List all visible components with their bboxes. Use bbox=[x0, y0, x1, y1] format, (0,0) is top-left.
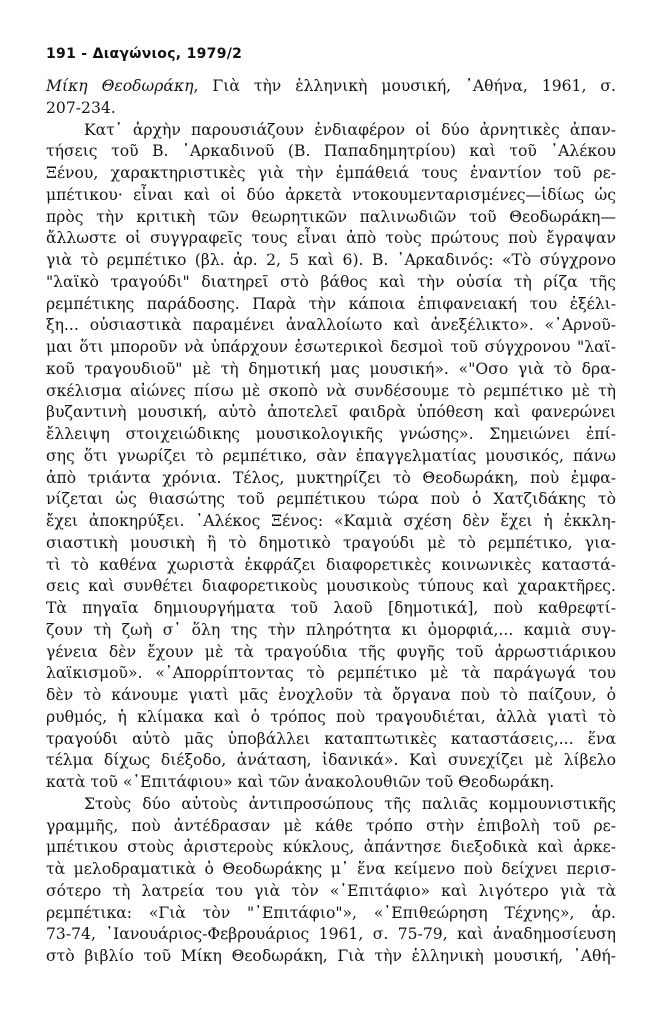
text-line: Μίκη Θεοδωράκη, Γιὰ τὴν ἑλληνικὴ μουσική, ᾿Αθήνα, 1961, σ. bbox=[46, 77, 616, 95]
text-line: κοῦ τραγουδιοῦ" μὲ τὴ δημοτική μας μουσική». «"Οσο γιὰ τὸ δρα- bbox=[46, 359, 616, 378]
text-line: σιαστικὴ μουσικὴ ἢ τὸ δημοτικὸ τραγούδι μὲ τὸ ρεμπέτικο, για- bbox=[46, 533, 616, 552]
text-line: ἄλλωστε οἱ συγγραφεῖς τους εἶναι ἀπὸ τοὺς πρώτους ποὺ ἔγραψαν bbox=[46, 229, 616, 248]
text-line: στὸ βιβλίο τοῦ Μίκη Θεοδωράκη, Γιὰ τὴν ἑλληνικὴ μουσική, ᾿Αθή- bbox=[46, 947, 616, 965]
text-line: μαι ὅτι μποροῦν νὰ ὑπάρχουν ἐσωτερικοὶ δεσμοὶ τοῦ σύγχρονου "λαϊ- bbox=[46, 338, 616, 356]
text-line: σης ὅτι γνωρίζει τὸ ρεμπέτικο, σὰν ἐπαγγελματίας μουσικός, πάνω bbox=[46, 446, 616, 465]
text-line: ρεμπέτικα: «Γιὰ τὸν "᾿Επιτάφιο"», «᾿Επιθεώρηση Τέχνης», ἀρ. bbox=[46, 903, 616, 922]
text-line: πρὸς τὴν κριτικὴ τῶν θεωρητικῶν παλινωδιῶν τοῦ Θεοδωράκη— bbox=[46, 207, 616, 226]
text-line: ζουν τὴ ζωὴ σ᾿ ὅλη της τὴν πληρότητα κι ὀμορφιά,... καμιὰ συγ- bbox=[46, 620, 616, 639]
text-line: ἀπὸ τριάντα χρόνια. Τέλος, μυκτηρίζει τὸ Θεοδωράκη, ποὺ ἐμφα- bbox=[46, 468, 616, 487]
citation-paragraph bbox=[46, 76, 616, 120]
text-line: 207-234. bbox=[46, 98, 116, 117]
text-line: ἔχει ἀποκηρύξει. ᾿Αλέκος Ξένος: «Καμιὰ σχέση δὲν ἔχει ἡ ἐκκλη- bbox=[46, 512, 616, 530]
running-head: 191 - Διαγώνιος, 1979/2 bbox=[46, 46, 243, 62]
text-line: νίζεται ὡς θιασώτης τοῦ ρεμπέτικου τώρα ποὺ ὁ Χατζιδάκης τὸ bbox=[46, 490, 616, 509]
text-line: σκέλισμα αἰώνες πίσω μὲ σκοπὸ νὰ συνδέσουμε τὸ ρεμπέτικο μὲ τὴ bbox=[46, 381, 616, 400]
text-line: τέλμα δίχως διέξοδο, ἀνάταση, ἰδανικά». Καὶ συνεχίζει μὲ λίβελο bbox=[46, 751, 616, 770]
text-line: βυζαντινὴ μουσική, αὐτὸ ἀποτελεῖ φαιδρὰ ὑπόθεση καὶ φανερώνει bbox=[46, 403, 616, 422]
text-line: τραγούδι αὐτὸ μᾶς ὑποβάλλει καταπτωτικὲς καταστάσεις,... ἕνα bbox=[46, 729, 616, 748]
text-line: τὰ μελοδραματικὰ ὁ Θεοδωράκης μ᾿ ἕνα κείμενο ποὺ δείχνει περισ- bbox=[46, 860, 616, 878]
text-line: τήσεις τοῦ Β. ᾿Αρκαδινοῦ (Β. Παπαδημητρίου) καὶ τοῦ ᾿Αλέκου bbox=[46, 142, 616, 161]
paragraph-theodorakis-reply bbox=[46, 794, 616, 968]
text-line: Ξένου, χαρακτηριστικὲς γιὰ τὴν ἐμπάθειά τους ἐναντίον τοῦ ρε- bbox=[46, 164, 616, 182]
text-line: ἔλλειψη στοιχειώδικης μουσικολογικῆς γνώσης». Σημειώνει ἐπί- bbox=[46, 425, 616, 443]
text-line: δὲν τὸ κάνουμε γιατὶ μᾶς ἐνοχλοῦν τὰ ὄργανα ποὺ τὸ παίζουν, ὁ bbox=[46, 686, 616, 704]
text-line: ξη... οὐσιαστικὰ παραμένει ἀναλλοίωτο καὶ ἀνεξέλικτο». «᾿Αρνοῦ- bbox=[46, 316, 616, 335]
text-line: Στοὺς δύο αὐτοὺς ἀντιπροσώπους τῆς παλιᾶς κομμουνιστικῆς bbox=[84, 794, 616, 813]
text-line: Τὰ πηγαῖα δημιουργήματα τοῦ λαοῦ [δημοτικά], ποὺ καθρεφτί- bbox=[46, 599, 616, 617]
text-line: μπέτικου στοὺς ἀριστεροὺς κύκλους, ἀπάντησε διεξοδικὰ καὶ ἀρκε- bbox=[46, 838, 616, 857]
text-line: γιὰ τὸ ρεμπέτικο (βλ. ἀρ. 2, 5 καὶ 6). Β. ᾿Αρκαδινός: «Τὸ σύγχρονο bbox=[46, 251, 616, 269]
text-line: ρεμπέτικης παράδοσης. Παρὰ τὴν κάποια ἐπιφανειακή του ἐξέλι- bbox=[46, 294, 616, 313]
body-text bbox=[46, 76, 616, 968]
text-line: "λαϊκὸ τραγούδι" διατηρεῖ στὸ βάθος καὶ τὴν οὐσία τὴ ρίζα τῆς bbox=[46, 272, 616, 291]
text-line: Κατ᾿ ἀρχὴν παρουσιάζουν ἐνδιαφέρον οἱ δύο ἀρνητικὲς ἀπαν- bbox=[84, 120, 616, 139]
text-line: μπέτικου· εἶναι καὶ οἱ δύο ἀρκετὰ ντοκουμενταρισμένες—ἰδίως ὡς bbox=[46, 185, 616, 204]
text-line: τὶ τὸ καθένα χωριστὰ ἐκφράζει διαφορετικὲς κοινωνικὲς καταστά- bbox=[46, 555, 616, 574]
text-line: γένεια δὲν ἔχουν μὲ τὰ τραγούδια τῆς φυγῆς τοῦ ἀρρωστιάρικου bbox=[46, 642, 616, 661]
author-name: Μίκη Θεοδωράκη bbox=[46, 77, 194, 95]
text-line: γραμμῆς, ποὺ ἀντέδρασαν μὲ κάθε τρόπο στὴν ἐπιβολὴ τοῦ ρε- bbox=[46, 816, 616, 835]
text-line: λαϊκισμοῦ». «᾿Απορρίπτοντας τὸ ρεμπέτικο μὲ τὰ παράγωγά του bbox=[46, 664, 616, 683]
paragraph-arkadinos-xenos bbox=[46, 120, 616, 794]
text-line: κατὰ τοῦ «᾿Επιτάφιου» καὶ τῶν ἀνακολουθιῶν τοῦ Θεοδωράκη. bbox=[46, 773, 555, 791]
text-line: σεις καὶ συνθέτει διαφορετικοὺς μουσικοὺς τύπους καὶ χαρακτῆρες. bbox=[46, 577, 616, 596]
text-line: ρυθμός, ἡ κλίμακα καὶ ὁ τρόπος ποὺ τραγουδιέται, ἀλλὰ γιατὶ τὸ bbox=[46, 707, 616, 726]
text-line: σότερο τὴ λατρεία του γιὰ τὸν «᾿Επιτάφιο» καὶ λιγότερο γιὰ τὰ bbox=[46, 881, 616, 900]
text-line: 73-74, ᾿Ιανουάριος-Φεβρουάριος 1961, σ. 75-79, καὶ ἀναδημοσίευση bbox=[46, 925, 616, 944]
